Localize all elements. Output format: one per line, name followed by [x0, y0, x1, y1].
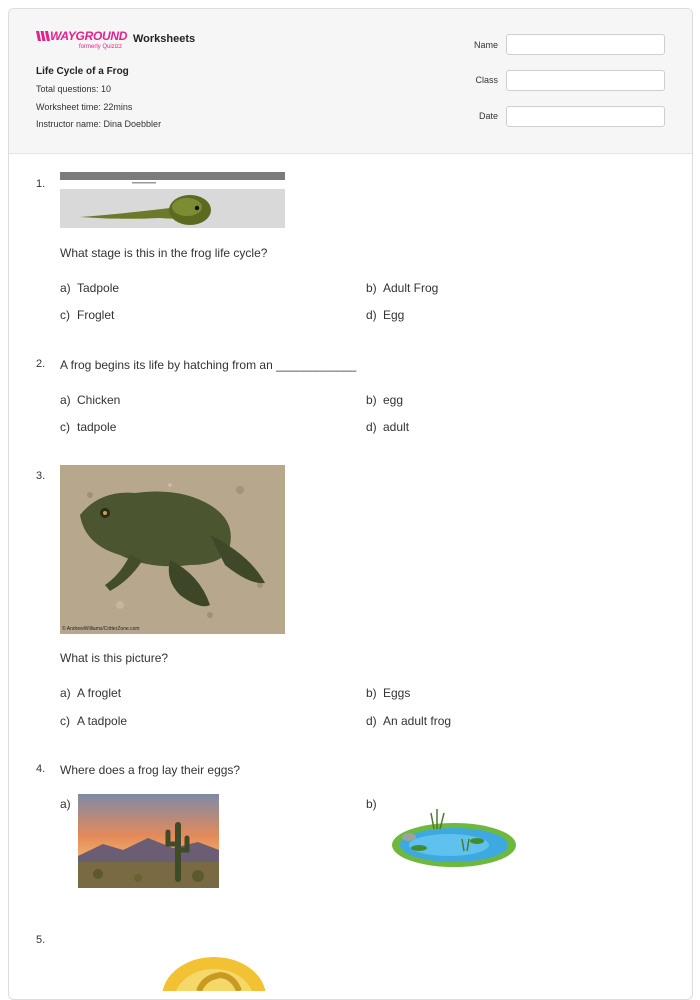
- logo-wordmark: WAYGROUND: [50, 29, 128, 43]
- worksheet-time: Worksheet time: 22mins: [36, 102, 133, 112]
- class-field[interactable]: [506, 70, 665, 91]
- logo-subtext: formerly Quizizz: [79, 44, 123, 50]
- question-text: What is this picture?: [60, 651, 169, 665]
- worksheet-title: Life Cycle of a Frog: [36, 66, 129, 77]
- question-text: A frog begins its life by hatching from an ____________: [60, 358, 357, 372]
- option-a: a) Chicken: [60, 393, 121, 407]
- option-a-label: a): [60, 797, 71, 811]
- desert-image: [78, 794, 219, 888]
- question-number: 4.: [36, 763, 46, 775]
- wayground-logo-icon: [36, 30, 50, 42]
- option-d: d) adult: [366, 420, 410, 434]
- question-number: 5.: [36, 934, 46, 946]
- image-credit: © AndrewWilliams/CritterZone.com: [62, 626, 140, 632]
- option-c: c) A tadpole: [60, 714, 128, 728]
- option-c: c) tadpole: [60, 420, 117, 434]
- option-b: b) Eggs: [366, 686, 411, 700]
- name-label: Name: [473, 40, 498, 50]
- total-questions: Total questions: 10: [36, 84, 112, 94]
- option-a: a) A froglet: [60, 686, 122, 700]
- instructor-name: Instructor name: Dina Doebbler: [36, 119, 162, 129]
- question-text: Where does a frog lay their eggs?: [60, 763, 241, 777]
- option-d: d) An adult frog: [366, 714, 452, 728]
- yellow-ring-image: [159, 957, 269, 991]
- date-field[interactable]: [506, 106, 665, 127]
- question-number: 2.: [36, 358, 46, 370]
- worksheet-page: [8, 8, 693, 1000]
- option-d: d) Egg: [366, 308, 405, 322]
- worksheet-header: [9, 9, 692, 154]
- option-b-label: b): [366, 797, 377, 811]
- question-text: What stage is this in the frog life cycle?: [60, 246, 268, 260]
- name-field[interactable]: [506, 34, 665, 55]
- tadpole-image: [60, 172, 285, 228]
- question-number: 1.: [36, 178, 46, 190]
- option-b: b) egg: [366, 393, 404, 407]
- froglet-image: [60, 465, 285, 634]
- date-label: Date: [478, 111, 498, 121]
- option-c: c) Froglet: [60, 308, 115, 322]
- class-label: Class: [475, 75, 498, 85]
- pond-image: [389, 801, 519, 871]
- option-b: b) Adult Frog: [366, 281, 439, 295]
- question-number: 3.: [36, 470, 46, 482]
- product-name: Worksheets: [133, 33, 196, 45]
- option-a: a) Tadpole: [60, 281, 120, 295]
